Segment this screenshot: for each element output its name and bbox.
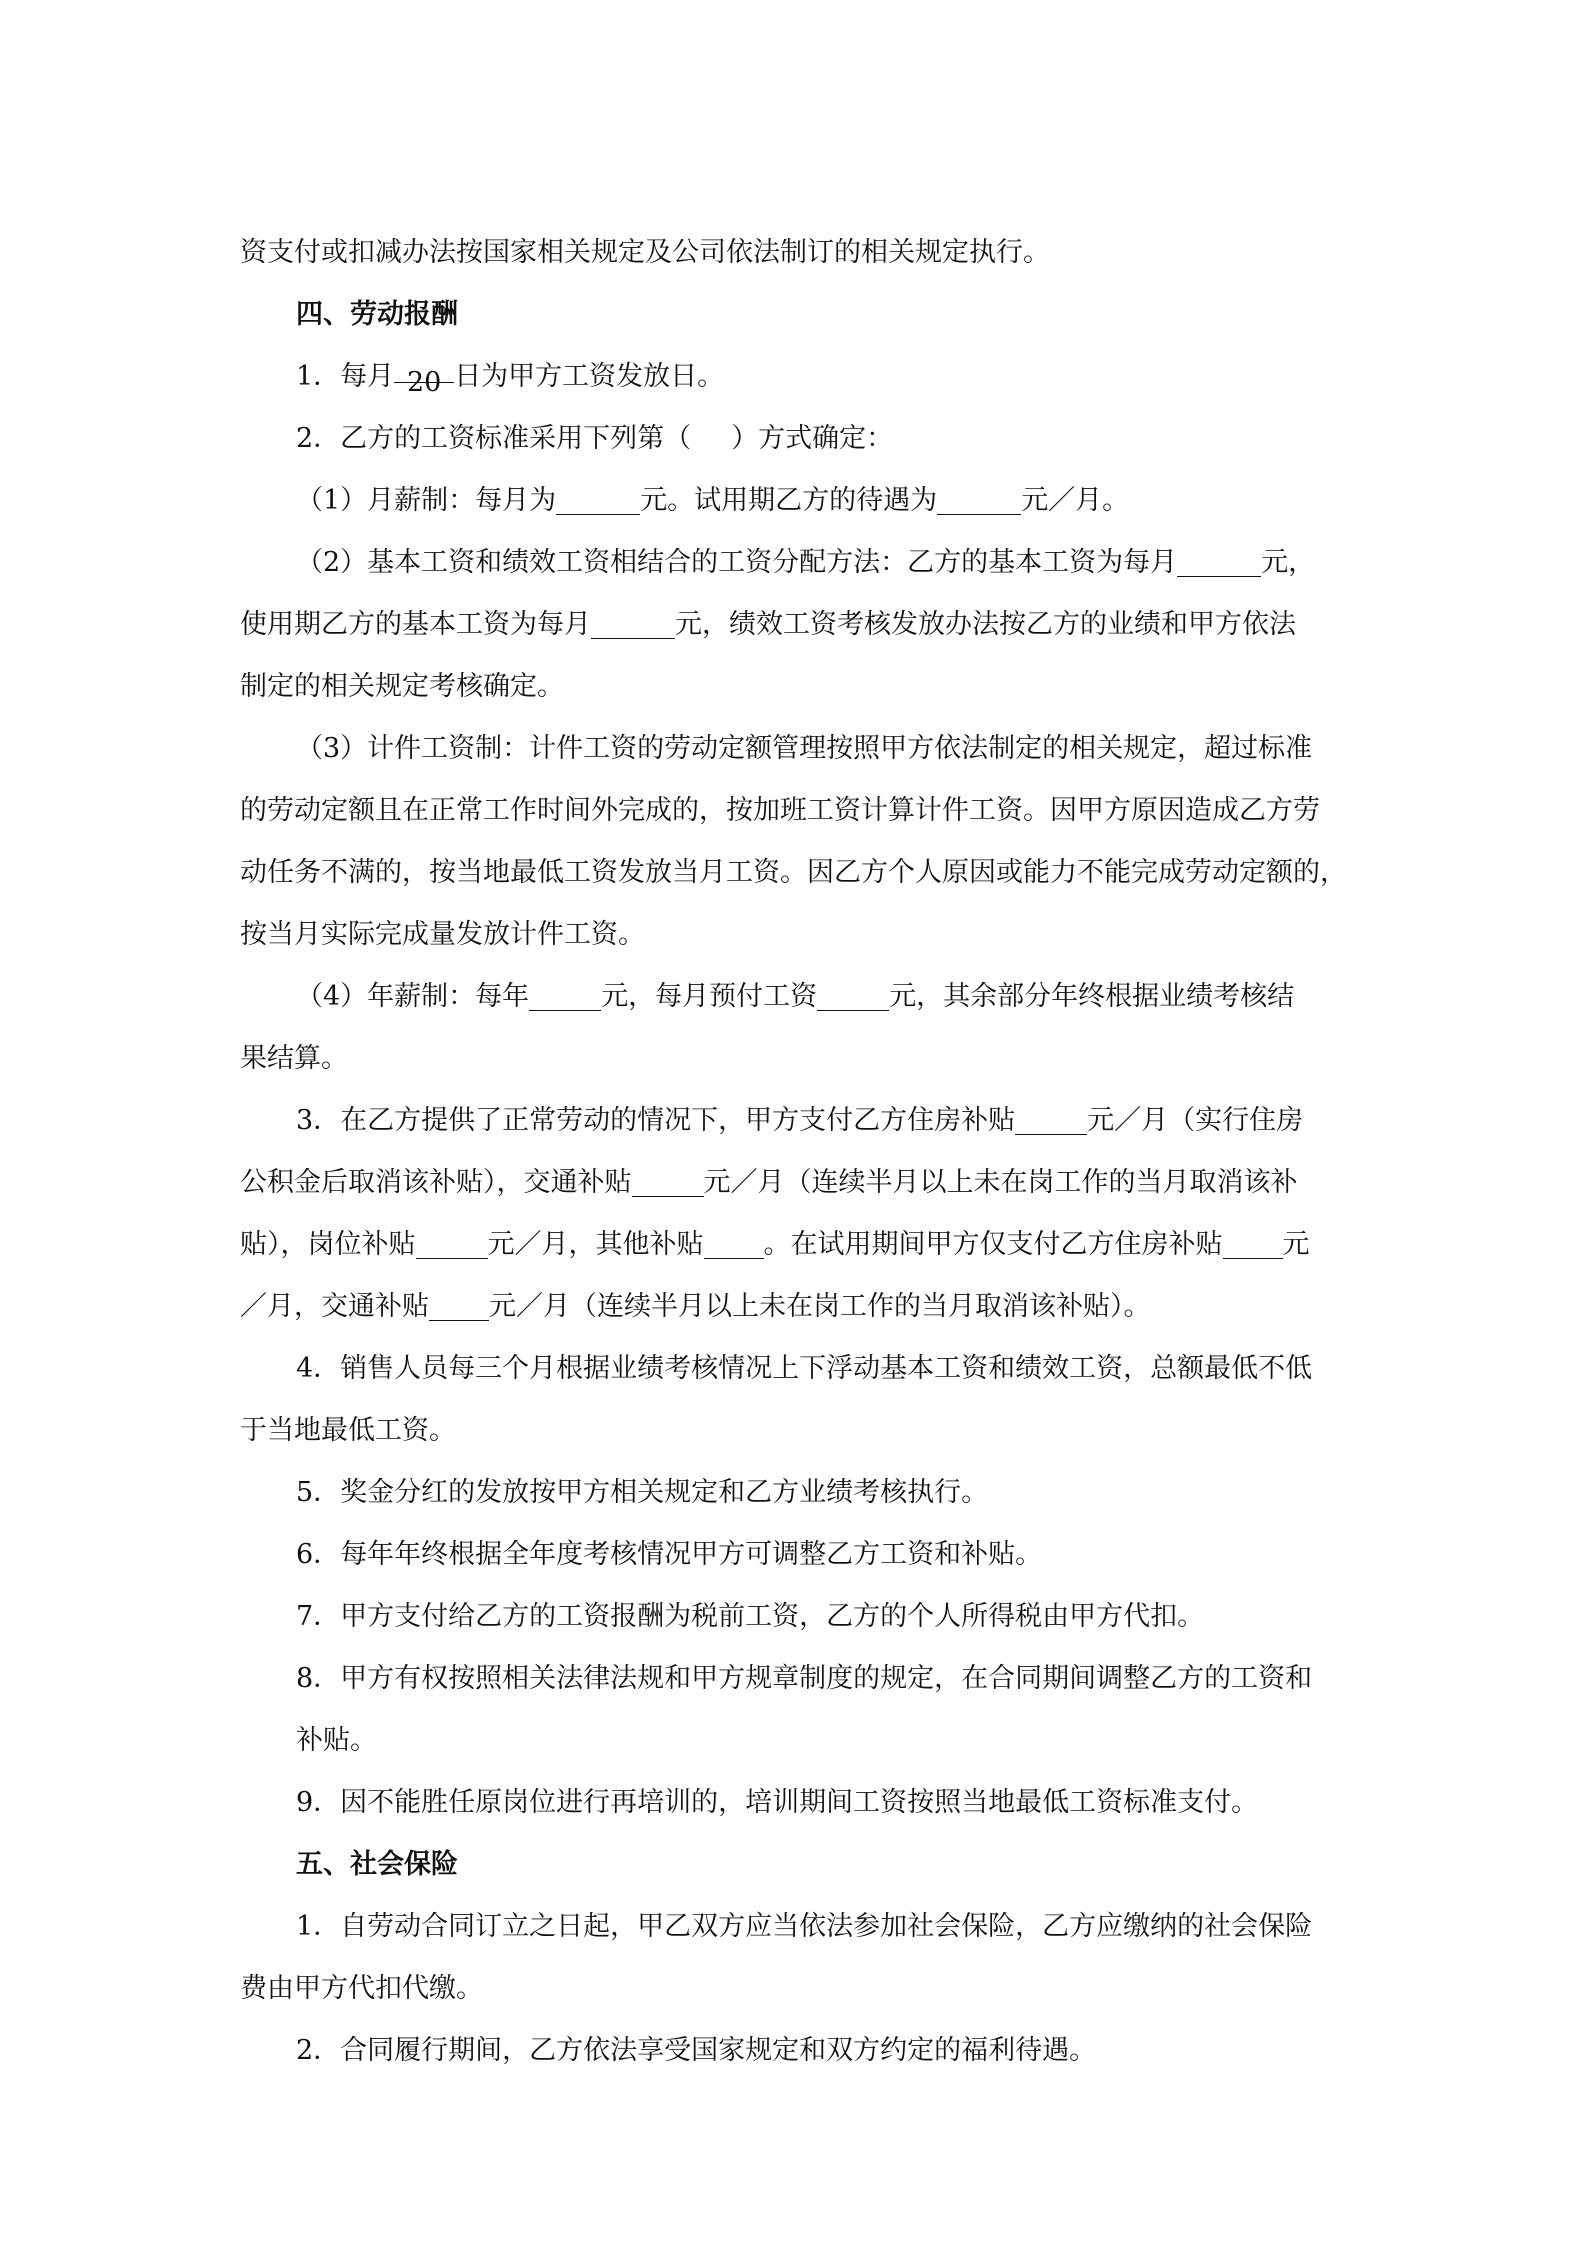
clause-4-4-line1: 4．销售人员每三个月根据业绩考核情况上下浮动基本工资和绩效工资，总额最低不低 (296, 1353, 1313, 1384)
clause-4-2-3-line2: 的劳动定额且在正常工作时间外完成的，按加班工资计算计件工资。因甲方原因造成乙方劳 (240, 795, 1320, 826)
clause-4-3-line4: ／月，交通补贴 元／月（连续半月以上未在岗工作的当月取消该补贴）。 (240, 1291, 1151, 1322)
clause-5-2: 2．合同履行期间，乙方依法享受国家规定和双方约定的福利待遇。 (296, 2035, 1097, 2066)
clause-4-2-3-line3: 动任务不满的，按当地最低工资发放当月工资。因乙方个人原因或能力不能完成劳动定额的， (240, 857, 1347, 888)
section-heading-4: 四、劳动报酬 (296, 299, 458, 330)
blank-other-allowance[interactable] (704, 1228, 764, 1259)
clause-4-2-4-line2: 果结算。 (240, 1043, 348, 1074)
blank-probation-pay[interactable] (937, 484, 1021, 515)
clause-4-2-2-line3: 制定的相关规定考核确定。 (240, 671, 564, 702)
document-body (240, 222, 1352, 2082)
blank-probation-transport-allowance[interactable] (429, 1290, 489, 1321)
clause-4-2: 2．乙方的工资标准采用下列第（ ）方式确定： (296, 423, 894, 454)
clause-4-2-2-line2: 使用期乙方的基本工资为每月 元，绩效工资考核发放办法按乙方的业绩和甲方依法 (240, 609, 1296, 640)
blank-base-salary[interactable] (1177, 546, 1261, 577)
blank-annual-salary[interactable] (529, 980, 601, 1011)
clause-4-2-3-line4: 按当月实际完成量发放计件工资。 (240, 919, 645, 950)
clause-5-1-line1: 1．自劳动合同订立之日起，甲乙双方应当依法参加社会保险，乙方应缴纳的社会保险 (296, 1911, 1313, 1942)
clause-4-2-1: （1）月薪制：每月为 元。试用期乙方的待遇为 元／月。 (296, 485, 1130, 516)
clause-4-3-line1: 3．在乙方提供了正常劳动的情况下，甲方支付乙方住房补贴 元／月（实行住房 (296, 1105, 1304, 1136)
clause-4-2-3-line1: （3）计件工资制：计件工资的劳动定额管理按照甲方依法制定的相关规定，超过标准 (296, 733, 1313, 764)
clause-4-9: 9．因不能胜任原岗位进行再培训的，培训期间工资按照当地最低工资标准支付。 (296, 1787, 1259, 1818)
blank-housing-allowance[interactable] (1015, 1104, 1087, 1135)
clause-4-3-line2: 公积金后取消该补贴），交通补贴 元／月（连续半月以上未在岗工作的当月取消该补 (240, 1167, 1298, 1198)
clause-5-1-line2: 费由甲方代扣代缴。 (240, 1973, 483, 2004)
clause-4-4-line2: 于当地最低工资。 (240, 1415, 456, 1446)
blank-pay-day[interactable]: 20 (394, 352, 454, 383)
clause-4-1: 1．每月 20 日为甲方工资发放日。 (240, 346, 1352, 408)
blank-probation-base-salary[interactable] (591, 608, 675, 639)
clause-4-8-line1: 8．甲方有权按照相关法律法规和甲方规章制度的规定，在合同期间调整乙方的工资和 (296, 1663, 1313, 1694)
blank-monthly-salary[interactable] (556, 484, 640, 515)
blank-transport-allowance[interactable] (632, 1166, 704, 1197)
paragraph-intro: 资支付或扣减办法按国家相关规定及公司依法制订的相关规定执行。 (240, 237, 1050, 268)
clause-4-8-line2: 补贴。 (296, 1725, 377, 1756)
clause-4-2-2-line1: （2）基本工资和绩效工资相结合的工资分配方法：乙方的基本工资为每月 元， (296, 547, 1316, 578)
clause-4-3-line3: 贴），岗位补贴 元／月，其他补贴 。在试用期间甲方仅支付乙方住房补贴 元 (240, 1229, 1310, 1260)
clause-4-6: 6．每年年终根据全年度考核情况甲方可调整乙方工资和补贴。 (296, 1539, 1043, 1570)
blank-probation-housing-allowance[interactable] (1223, 1228, 1283, 1259)
blank-monthly-advance[interactable] (817, 980, 889, 1011)
clause-4-2-4-line1: （4）年薪制：每年 元，每月预付工资 元，其余部分年终根据业绩考核结 (296, 981, 1295, 1012)
clause-4-7: 7．甲方支付给乙方的工资报酬为税前工资，乙方的个人所得税由甲方代扣。 (296, 1601, 1205, 1632)
clause-4-5: 5．奖金分红的发放按甲方相关规定和乙方业绩考核执行。 (296, 1477, 989, 1508)
blank-post-allowance[interactable] (416, 1228, 488, 1259)
section-heading-5: 五、社会保险 (296, 1849, 458, 1880)
